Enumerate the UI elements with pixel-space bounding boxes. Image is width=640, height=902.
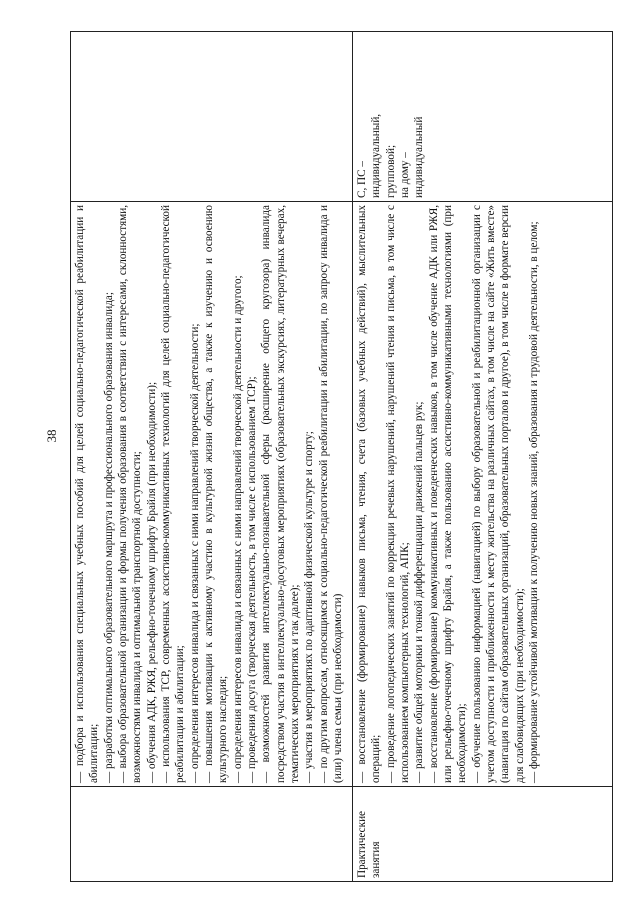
list-item: — определения интересов инвалида и связанных с ними направлений творческой деятельности; — [188, 323, 201, 783]
page-number: 38 — [44, 429, 59, 443]
category-cell — [71, 787, 353, 882]
rehabilitation-table — [70, 31, 613, 882]
items-cell — [71, 202, 353, 787]
list-item: — развитие общей моторики и тонкой дифференциации движений пальцев рук; — [413, 401, 426, 783]
form-text: индивидуальный, — [370, 113, 383, 198]
table-row — [71, 32, 353, 882]
list-item: — проведение логопедических занятий по коррекции речевых нарушений, нарушений чтения и письма, в том числе с использованием компьютерных технологий, АПК; — [384, 205, 411, 783]
list-item: — восстановление (формирование) навыков письма, чтения, счета (базовых учебных действий), мыслительных операций; — [356, 205, 383, 783]
list-item: — использования ТСР, современных ассистивно-коммуникативных технологий для целей социально-педагогической реабилитации и абилитации; — [159, 205, 187, 783]
table-row — [353, 32, 613, 882]
list-item: — восстановление (формирование) коммуникативных и поведенческих навыков, в том числе обучение АДК или РЖЯ, или рельефно-точечному шрифту Брайля, а также пользованию ассистивно-коммуникативными технологиями (при необходимости); — [427, 205, 469, 783]
form-text: групповой; — [384, 144, 397, 198]
list-item: — повышения мотивации к активному участию в культурной жизни общества, а также к изучению и освоению культурного наследия; — [202, 205, 230, 783]
list-item: — обучения АДК, РЖЯ, рельефно-точечному шрифту Брайля (при необходимости); — [145, 381, 158, 783]
list-item: — формирование устойчивой мотивации к получению новых знаний, образования и трудовой деятельности, в целом; — [527, 221, 540, 783]
list-item: — возможностей развития интеллектуально-познавательной сферы (расширение общего кругозора) инвалида посредством участия в интеллектуально-досуговых мероприятиях (образовательных экскурсиях, литературных вечерах, тематических мероприятиях и так далее); — [260, 205, 301, 783]
category-cell — [353, 787, 613, 882]
form-cell — [71, 32, 353, 202]
list-item: — выбора образовательной организации и формы получения образования в соответствии с интересами, склонностями, возможностями инвалида и оптимальной транспортной доступности; — [116, 205, 144, 783]
list-item: — подбора и использования специальных учебных пособий для целей социально-педагогической реабилитации и абилитации; — [74, 205, 101, 783]
list-item: — разработки оптимального образовательного маршрута и профессионального образования инвалида; — [102, 292, 115, 783]
list-item: — обучение пользованию информацией (навигацией) по выбору образовательной и реабилитационной организации с учетом доступности и приближенности к месту жительства на различных сайтах, в том числе на сайте «Жить вместе» (навигация по сайтам образовательных организаций, образовательных порталов и другое), в том числе в формате версии для слабовидящих (при необходимости); — [470, 205, 526, 783]
category-label: Практические занятия — [356, 810, 383, 878]
form-cell — [353, 32, 613, 202]
list-item: — определения интересов инвалида и связанных с ними направлений творческой деятельности и другого; — [231, 275, 244, 783]
form-text: на дому – — [398, 152, 411, 198]
list-item: — проведения досуга (творческая деятельность, в том числе с использованием ТСР); — [245, 376, 258, 783]
form-text: индивидуальный — [413, 116, 426, 198]
form-text: С, ПС – — [356, 161, 368, 198]
list-item: — участия в мероприятиях по адаптивной физической культуре и спорту; — [303, 431, 316, 783]
items-cell — [353, 202, 613, 787]
rotated-page — [70, 32, 612, 882]
list-item: — по другим вопросам, относящимся к социально-педагогической реабилитации и абилитации, по запросу инвалида и (или) члена семьи (при необходимости) — [317, 205, 344, 783]
